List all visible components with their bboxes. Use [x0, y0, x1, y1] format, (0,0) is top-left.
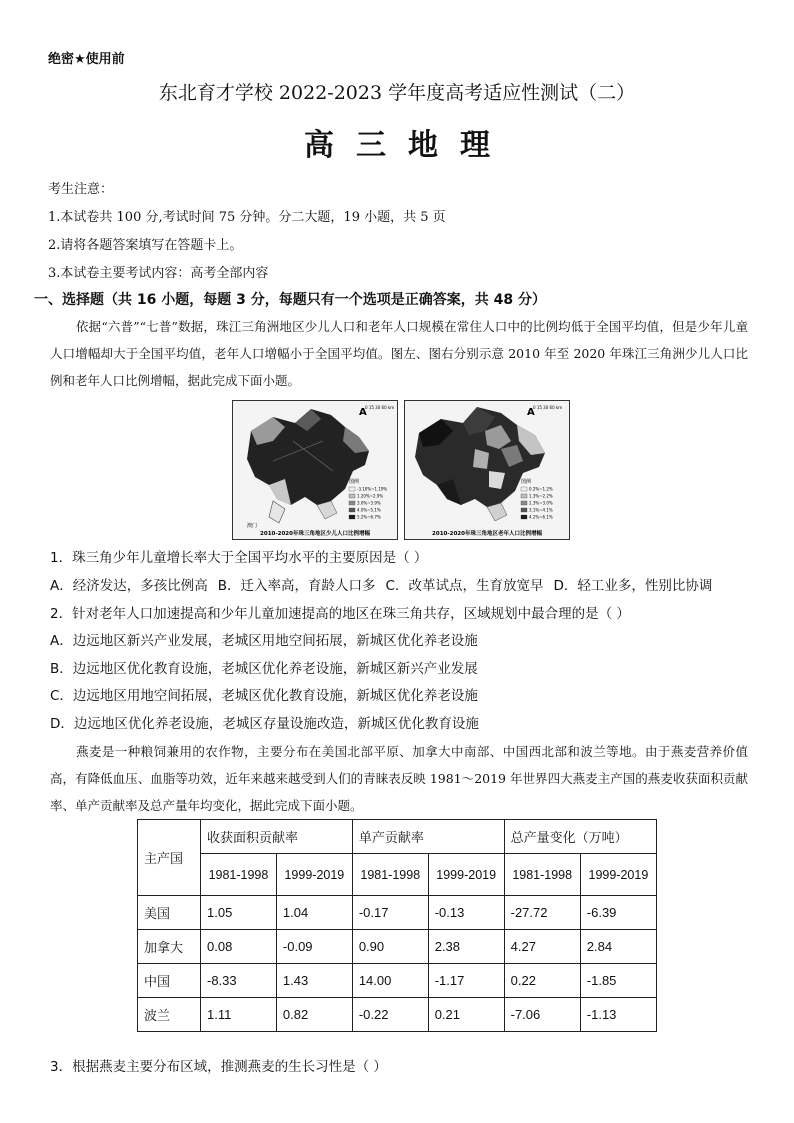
svg-text:A: A — [527, 407, 535, 418]
table-cell: -0.13 — [428, 896, 504, 930]
legend-entry: -3.10%~1.19% — [357, 486, 388, 492]
table-cell: 14.00 — [352, 964, 428, 998]
table-cell: -1.85 — [580, 964, 656, 998]
option-d[interactable]: D．轻工业多，性别比协调 — [553, 578, 713, 594]
question-1-stem: 1．珠三角少年儿童增长率大于全国平均水平的主要原因是（ ） — [50, 550, 428, 566]
legend-entry: 0.2%~1.2% — [529, 486, 553, 492]
table-period-header: 1999-2019 — [580, 854, 656, 896]
legend-entry: 2.3%~3.0% — [529, 500, 553, 506]
table-cell: 1.43 — [276, 964, 352, 998]
legend-entry: 4.0%~5.1% — [357, 507, 381, 513]
oat-production-table — [137, 819, 657, 1032]
map-caption: 2010-2020年珠三角地区少儿人口比例增幅 — [260, 531, 370, 537]
table-period-header: 1981-1998 — [504, 854, 580, 896]
table-cell: 0.08 — [201, 930, 277, 964]
table-cell-country: 美国 — [138, 896, 201, 930]
table-cell: -0.09 — [276, 930, 352, 964]
table-row — [138, 930, 657, 964]
notice-item: 3.本试卷主要考试内容：高考全部内容 — [48, 266, 269, 281]
map-place-label: 澳门 — [247, 523, 258, 529]
table-period-header: 1999-2019 — [276, 854, 352, 896]
map-elderly-ratio — [404, 400, 570, 540]
table-cell: 0.90 — [352, 930, 428, 964]
table-cell: -1.17 — [428, 964, 504, 998]
notice-heading: 考生注意： — [48, 182, 114, 197]
legend-entry: 3.1%~4.1% — [529, 507, 553, 513]
exam-header: 东北育才学校 2022-2023 学年度高考适应性测试（二） — [158, 82, 636, 104]
map-caption: 2010-2020年珠三角地区老年人口比例增幅 — [432, 531, 542, 537]
question-1-options — [50, 574, 750, 594]
table-row — [138, 964, 657, 998]
table-group-header: 收获面积贡献率 — [201, 820, 353, 854]
table-cell: 2.38 — [428, 930, 504, 964]
notice-item: 1.本试卷共 100 分,考试时间 75 分钟。分二大题，19 小题，共 5 页 — [48, 210, 446, 225]
question-3-stem: 3．根据燕麦主要分布区域，推测燕麦的生长习性是（ ） — [50, 1059, 387, 1075]
option-d[interactable]: D．边远地区优化养老设施，老城区存量设施改造，新城区优化教育设施 — [50, 716, 479, 732]
passage-oats: 燕麦是一种粮饲兼用的农作物，主要分布在美国北部平原、加拿大中南部、中国西北部和波兰等地。由于燕麦营养价值高，有降低血压、血脂等功效，近年来越来越受到人们的青睐表反映 1981～2019 年世界四大燕麦主产国的燕麦收获面积贡献率、单产贡献率及总产量年均变化，据此完成下面小题。 — [50, 744, 748, 813]
table-row — [138, 998, 657, 1032]
svg-text:A: A — [359, 407, 367, 418]
table-period-header: 1981-1998 — [201, 854, 277, 896]
legend-entry: 5.2%~6.7% — [357, 514, 381, 520]
table-cell: -0.22 — [352, 998, 428, 1032]
option-c[interactable]: C．边远地区用地空间拓展，老城区优化教育设施，新城区优化养老设施 — [50, 688, 478, 704]
option-b[interactable]: B．迁入率高，育龄人口多 — [217, 578, 376, 594]
table-period-header: 1999-2019 — [428, 854, 504, 896]
table-cell: 0.22 — [504, 964, 580, 998]
section-heading: 一、选择题（共 16 小题，每题 3 分，每题只有一个选项是正确答案，共 48 分） — [34, 292, 546, 308]
option-b[interactable]: B．边远地区优化教育设施，老城区优化养老设施，新城区新兴产业发展 — [50, 661, 478, 677]
table-corner-header: 主产国 — [138, 820, 201, 896]
legend-title: 图例 — [521, 479, 532, 485]
table-cell: 1.05 — [201, 896, 277, 930]
table-cell: -8.33 — [201, 964, 277, 998]
svg-text:0 15 30 60 km: 0 15 30 60 km — [365, 405, 395, 410]
table-cell: 4.27 — [504, 930, 580, 964]
subject-title: 高三地理 — [304, 128, 512, 163]
table-cell: -0.17 — [352, 896, 428, 930]
table-cell-country: 波兰 — [138, 998, 201, 1032]
table-cell: -27.72 — [504, 896, 580, 930]
table-cell: 1.04 — [276, 896, 352, 930]
table-group-header: 总产量变化（万吨） — [504, 820, 656, 854]
table-period-header: 1981-1998 — [352, 854, 428, 896]
table-row — [138, 896, 657, 930]
notice-item: 2.请将各题答案填写在答题卡上。 — [48, 238, 243, 253]
table-cell: 1.11 — [201, 998, 277, 1032]
option-a[interactable]: A．边远地区新兴产业发展，老城区用地空间拓展，新城区优化养老设施 — [50, 633, 478, 649]
svg-text:0 15 30 60 km: 0 15 30 60 km — [533, 405, 563, 410]
table-cell-country: 中国 — [138, 964, 201, 998]
table-cell: -7.06 — [504, 998, 580, 1032]
table-cell-country: 加拿大 — [138, 930, 201, 964]
legend-entry: 3.0%~3.9% — [357, 500, 381, 506]
table-cell: 2.84 — [580, 930, 656, 964]
legend-entry: 1.3%~2.2% — [529, 493, 553, 499]
map-children-ratio — [232, 400, 398, 540]
legend-title: 图例 — [349, 479, 360, 485]
option-a[interactable]: A．经济发达，多孩比例高 — [50, 578, 208, 594]
legend-entry: 4.2%~6.1% — [529, 514, 553, 520]
table-cell: -6.39 — [580, 896, 656, 930]
confidential-label: 绝密★使用前 — [48, 52, 125, 67]
table-cell: 0.21 — [428, 998, 504, 1032]
passage-population: 依据“六普”“七普”数据，珠江三角洲地区少儿人口和老年人口规模在常住人口中的比例均低于全国平均值，但是少年儿童人口增幅却大于全国平均值，老年人口增幅小于全国平均值。图左、图右分别示意 2010 年至 2020 年珠江三角洲少儿人口比例和老年人口比例增幅，据此完成下面小题。 — [50, 319, 748, 388]
table-group-header: 单产贡献率 — [352, 820, 504, 854]
table-cell: 0.82 — [276, 998, 352, 1032]
option-c[interactable]: C．改革试点，生育放宽早 — [385, 578, 544, 594]
question-2-stem: 2．针对老年人口加速提高和少年儿童加速提高的地区在珠三角共存，区域规划中最合理的是（ ） — [50, 606, 630, 622]
legend-entry: 1.20%~2.9% — [357, 493, 384, 499]
table-cell: -1.13 — [580, 998, 656, 1032]
